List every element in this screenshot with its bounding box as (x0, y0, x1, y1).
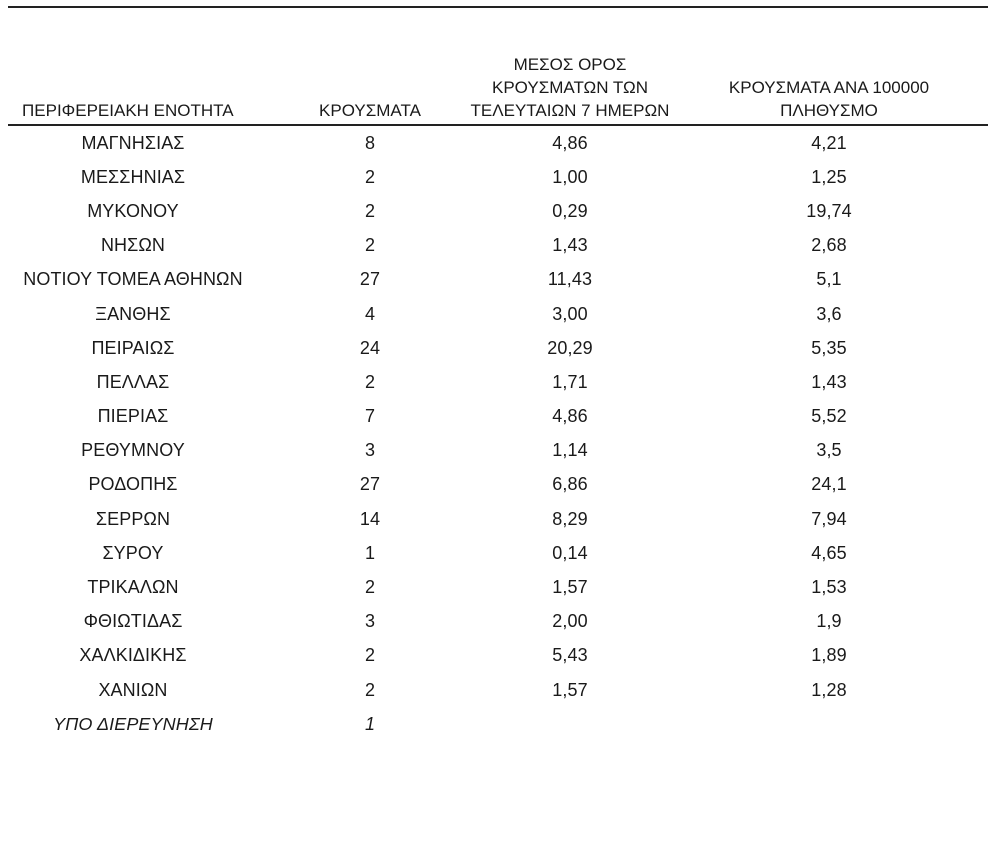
header-row (8, 40, 988, 125)
cell-per100k: 2,68 (811, 235, 847, 256)
cell-avg7: 1,71 (552, 371, 588, 392)
cell-avg7-pending (470, 707, 670, 741)
cell-avg7: 8,29 (552, 508, 588, 529)
cell-avg7: 1,14 (552, 440, 588, 461)
cell-avg7: 20,29 (547, 337, 593, 358)
table-row-pending (8, 707, 988, 741)
table-row (8, 502, 988, 536)
cell-avg7: 4,86 (552, 132, 588, 153)
cell-avg7: 1,00 (552, 166, 588, 187)
header-per100k (670, 40, 988, 125)
cell-avg7: 1,57 (552, 679, 588, 700)
cell-avg7: 4,86 (552, 406, 588, 427)
cell-per100k: 3,6 (816, 303, 842, 324)
cell-per100k: 1,28 (811, 679, 847, 700)
cell-region: ΜΑΓΝΗΣΙΑΣ (81, 132, 185, 153)
table-row (8, 229, 988, 263)
cell-region: ΡΕΘΥΜΝΟΥ (81, 440, 185, 461)
cases-table (8, 40, 988, 741)
cell-per100k: 24,1 (811, 474, 847, 495)
cell-per100k: 1,43 (811, 371, 847, 392)
table-row (8, 434, 988, 468)
cell-cases: 2 (364, 200, 376, 221)
cell-avg7: 5,43 (552, 645, 588, 666)
table-row (8, 365, 988, 399)
cell-region: ΜΥΚΟΝΟΥ (87, 200, 179, 221)
header-avg7-line2: ΚΡΟΥΣΜΑΤΩΝ ΤΩΝ (492, 78, 648, 97)
table-row (8, 468, 988, 502)
table-row (8, 400, 988, 434)
cell-avg7: 1,57 (552, 577, 588, 598)
cell-avg7: 11,43 (547, 269, 593, 290)
table-row (8, 160, 988, 194)
table-row (8, 263, 988, 297)
cell-cases: 3 (364, 440, 376, 461)
cell-region: ΠΙΕΡΙΑΣ (97, 406, 169, 427)
cell-region: ΧΑΝΙΩΝ (98, 679, 168, 700)
cell-avg7: 6,86 (552, 474, 588, 495)
cell-region: ΜΕΣΣΗΝΙΑΣ (80, 166, 186, 187)
cell-region: ΞΑΝΘΗΣ (95, 303, 171, 324)
table-row (8, 331, 988, 365)
table-body (8, 125, 988, 741)
cell-region: ΝΟΤΙΟΥ ΤΟΜΕΑ ΑΘΗΝΩΝ (23, 269, 243, 290)
header-avg7-line3: ΤΕΛΕΥΤΑΙΩΝ 7 ΗΜΕΡΩΝ (470, 101, 670, 120)
cell-avg7: 3,00 (552, 303, 588, 324)
cell-per100k: 5,52 (811, 406, 847, 427)
table-row (8, 125, 988, 160)
table-row (8, 673, 988, 707)
table-row (8, 570, 988, 604)
cell-region: ΧΑΛΚΙΔΙΚΗΣ (79, 645, 187, 666)
cell-cases: 24 (359, 337, 381, 358)
cell-region: ΣΕΡΡΩΝ (95, 508, 171, 529)
cell-per100k: 5,1 (816, 269, 842, 290)
cell-region: ΝΗΣΩΝ (100, 235, 166, 256)
cell-cases: 27 (359, 474, 381, 495)
cell-per100k: 7,94 (811, 508, 847, 529)
cell-cases: 1 (364, 542, 376, 563)
cell-cases: 2 (364, 166, 376, 187)
cell-cases: 2 (364, 679, 376, 700)
cell-region-pending: ΥΠΟ ΔΙΕΡΕΥΝΗΣΗ (53, 713, 213, 734)
cell-cases: 2 (364, 371, 376, 392)
cell-per100k: 1,9 (816, 611, 842, 632)
header-per100k-line1: ΚΡΟΥΣΜΑΤΑ ΑΝΑ 100000 (728, 78, 930, 97)
table-row (8, 536, 988, 570)
cell-region: ΡΟΔΟΠΗΣ (88, 474, 178, 495)
cell-cases: 2 (364, 645, 376, 666)
cell-region: ΣΥΡΟΥ (102, 542, 164, 563)
table-header (8, 40, 988, 125)
cell-avg7: 1,43 (552, 235, 588, 256)
cell-cases: 4 (364, 303, 376, 324)
cell-cases: 14 (359, 508, 381, 529)
cell-cases: 27 (359, 269, 381, 290)
table-row (8, 194, 988, 228)
cell-per100k-pending (670, 707, 988, 741)
cell-cases: 8 (364, 132, 376, 153)
cell-region: ΠΕΛΛΑΣ (96, 371, 170, 392)
header-avg7-line1: ΜΕΣΟΣ ΟΡΟΣ (513, 55, 627, 74)
top-rule (8, 6, 988, 8)
cell-per100k: 1,25 (811, 166, 847, 187)
cell-cases-pending: 1 (364, 713, 376, 734)
table-row (8, 297, 988, 331)
header-cases: ΚΡΟΥΣΜΑΤΑ (270, 40, 470, 125)
header-per100k-line2: ΠΛΗΘΥΣΜΟ (780, 101, 878, 120)
header-avg7 (470, 40, 670, 125)
cell-per100k: 4,21 (811, 132, 847, 153)
table-row (8, 605, 988, 639)
cell-region: ΠΕΙΡΑΙΩΣ (91, 337, 175, 358)
table-row (8, 639, 988, 673)
header-region: ΠΕΡΙΦΕΡΕΙΑΚΗ ΕΝΟΤΗΤΑ (8, 40, 270, 125)
cell-avg7: 0,29 (552, 200, 588, 221)
cell-region: ΤΡΙΚΑΛΩΝ (87, 577, 179, 598)
cell-per100k: 1,89 (811, 645, 847, 666)
cell-avg7: 0,14 (552, 542, 588, 563)
cell-per100k: 19,74 (806, 200, 852, 221)
cell-cases: 7 (364, 406, 376, 427)
cell-per100k: 4,65 (811, 542, 847, 563)
cell-per100k: 5,35 (811, 337, 847, 358)
cell-per100k: 1,53 (811, 577, 847, 598)
cell-cases: 2 (364, 235, 376, 256)
cell-per100k: 3,5 (816, 440, 842, 461)
cell-avg7: 2,00 (552, 611, 588, 632)
cell-region: ΦΘΙΩΤΙΔΑΣ (83, 611, 183, 632)
cell-cases: 2 (364, 577, 376, 598)
cell-cases: 3 (364, 611, 376, 632)
